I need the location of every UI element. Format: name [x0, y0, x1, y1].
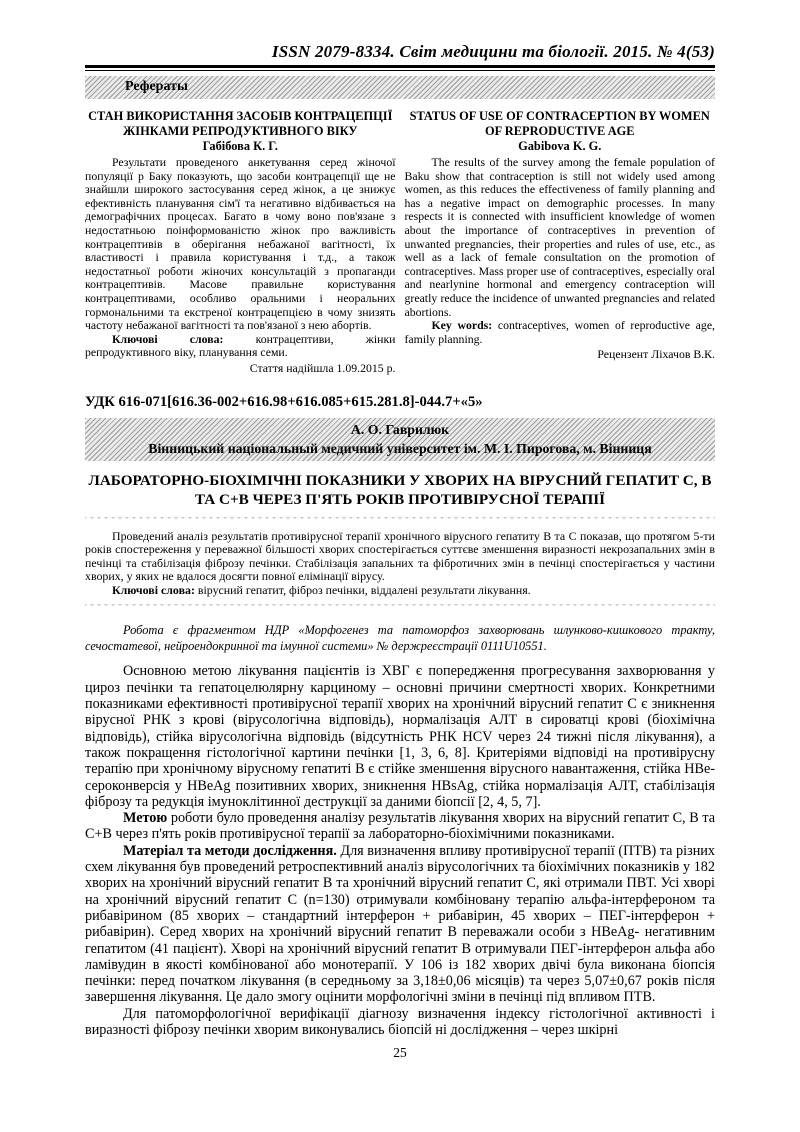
ndr-fragment-note: Робота є фрагментом НДР «Морфогенез та патоморфоз захворювань шлунково-кишкового тракту, сечостатевої, нейроендокринної та імунної системи» № держреєстрації 0111U10551. — [85, 623, 715, 654]
abstract-keywords-en — [405, 319, 716, 346]
article-affiliation: Вінницький національный медичний університет ім. М. І. Пирогова, м. Вінниця — [148, 440, 652, 456]
abstract-title-uk — [85, 109, 396, 139]
abstract-title-en-line2: OF REPRODUCTIVE AGE — [484, 124, 635, 138]
abstract-title-en-line1: STATUS OF USE OF CONTRACEPTION BY WOMEN — [409, 109, 710, 123]
abstract-column-english — [405, 109, 716, 376]
abstract-author-uk: Габібова К. Г. — [202, 139, 278, 153]
keywords-label-en: Key words: — [431, 318, 493, 333]
body-paragraph — [85, 1006, 715, 1039]
body-paragraph — [85, 810, 715, 843]
abstract-title-uk-line1: СТАН ВИКОРИСТАННЯ ЗАСОБІВ КОНТРАЦЕПЦІЇ — [88, 109, 393, 123]
abstract-title-en — [405, 109, 716, 139]
keywords-label-uk: Ключові слова: — [112, 331, 224, 346]
page-number: 25 — [393, 1045, 407, 1061]
journal-issn-header: ISSN 2079-8334. Світ медицини та біології. 2015. № 4(53) — [271, 42, 715, 61]
abstract-body-uk: Результати проведеного анкетування серед жіночої популяції р Баку показують, що засоби контрацепції ще не знайшли широкого застосування серед жінок, а це знижує ефективність планування сім'ї та негативно відбивається на демографічних процесах. Багато в чому воно пов'язане з недостатньою поінформованістю жінок про важливість контрацептивів в оберігання небажаної вагітності, їх властивості і правила користування і т.д., а також недостатньої роботи жіночих консультацій з пропаганди контрацептивів. Масове правильне користування контрацептивами, особливо оральними і неоральних гормональними та екстреної контрацепцією в чому знизять частоту небажаної вагітності та пов'язаної з нею абортів. — [85, 155, 396, 333]
paragraph-text: Основною метою лікування пацієнтів із ХВГ є попередження прогресування захворювання у цироз печінки та гепатоцелюлярну карциному – основні причини смертності хворих. Конкретними показниками ефективності противірусної терапії хворих на хронічний вірусний гепатит С є зникнення вірусної РНК з крові (вірусологічна відповідь), нормалізація АЛТ в сироватці крові (біохімічна відповідь), стійка вірусологічна відповідь (відсутність РНК HCV через 24 тижні після лікування), а також покращення гістологічної картини печінки [1, 3, 6, 8]. Критеріями відповіді на противірусну терапію при хронічному вірусному гепатиті В є стійке зменшення вірусного навантаження, стійка НВе-сероконверсія у HBeAg позитивних хворих, зникнення HBsAg, стійка нормалізація АЛТ, стабілізація фіброзу та редукція імуноклітинної деструкції за даними біопсії [2, 4, 5, 7]. — [85, 663, 715, 810]
paragraph-text: Для патоморфологічної верифікації діагнозу визначення індексу гістологічної активності і виразності фіброзу печінки хворим виконувались біопсій ні дослідження – через шкірні — [85, 1005, 715, 1038]
udk-code: УДК 616-071[616.36-002+616.98+616.085+615.281.8]-044.7+«5» — [85, 393, 483, 410]
paragraph-text: роботи було проведення аналізу результатів лікування хворих на вірусний гепатит С, В та С+В через п'ять років противірусної терапії за лабораторно-біохімічними показниками. — [85, 810, 715, 843]
zigzag-divider-bottom — [85, 604, 715, 609]
article-keywords-text: вірусний гепатит, фіброз печінки, віддалені результати лікування. — [194, 582, 531, 597]
zigzag-divider-top — [85, 517, 715, 522]
article-abstract: Проведений аналіз результатів противірусної терапії хронічного вірусного гепатиту В та С показав, що протягом 5-ти років спостереження у переважної більшості хворих спостерігається суттєве зменшення виразності некрозапальних змін в печінці та стабілізація фіброзу печінки. Стабілізація запальних та фібротичних змін в печінці спостерігається у частини хворих, у яких не вдалося досягти повної елімінації вірусу. — [85, 528, 715, 584]
article-received-date: Стаття надійшла 1.09.2015 р. — [249, 360, 396, 375]
abstracts-two-column-block — [85, 109, 715, 376]
article-author-band — [85, 418, 715, 461]
article-reviewer: Рецензент Ліхачов В.К. — [597, 347, 715, 362]
abstract-body-en: The results of the survey among the female population of Baku show that contraception is still not widely used among women, as this reduces the effectiveness of family planning and has a negative impact on demographic processes. In many respects it is connected with insufficient knowledge of women about the importance of contraceptives in prevention of unwanted pregnancies, their properties and rules of use, etc., as well as a lack of female consultation on the promotion of contraceptives. Mass proper use of contraceptives, especially oral and nearlynine hormonal and emergency contraception will greatly reduce the incidence of unwanted pregnancies and related abortions. — [404, 155, 715, 319]
abstract-column-ukrainian — [85, 109, 396, 376]
body-paragraph — [85, 663, 715, 810]
paragraph-lead: Метою — [123, 810, 168, 827]
abstract-title-uk-line2: ЖІНКАМИ РЕПРОДУКТИВНОГО ВІКУ — [123, 124, 358, 138]
article-body — [85, 663, 715, 1038]
keywords-text-uk: контрацептиви, жінки репродуктивного віку, планування семи. — [85, 331, 396, 360]
article-keywords-label: Ключові слова: — [112, 582, 195, 597]
keywords-text-en: contraceptives, women of reproductive age, family planning. — [404, 318, 716, 346]
paragraph-text: Для визначення впливу противірусної терапії (ПТВ) та різних схем лікування був проведений ретроспективний аналіз вірусологічних та біохімічних показників у 182 хворих на хронічний вірусний гепатит В та хронічний вірусний гепатит С, які отримали ПВТ. Усі хворі на хронічний вірусний гепатит С (n=130) отримували комбіновану терапію альфа-інтерфероном та рибавірином (85 хворих – стандартний інтерферон + рибавірин, 45 хворих – ПЕГ-інтерферон + рибавірин). Серед хворих на хронічний вірусний гепатит В переважали особи з HBeAg- негативним гепатитом (41 пацієнт). Хворі на хронічний вірусний гепатит В отримували ПЕГ-інтерферон альфа або ламівудин в якості комбінованої або монотерапії. У 106 із 182 хворих двічі була виконана біопсія печінки: перед початком лікування (в середньому за 3,18±0,06 місяців) та через 5,07±0,67 років після завершення лікування. Це дало змогу оцінити морфологічні зміни в печінці під впливом ПТВ. — [85, 842, 715, 1006]
section-band-label: Рефераты — [125, 79, 188, 94]
header-divider — [85, 65, 715, 71]
body-paragraph — [85, 843, 715, 1006]
abstract-keywords-uk — [85, 333, 396, 360]
section-band-referats — [85, 76, 715, 99]
abstract-author-en: Gabibova K. G. — [518, 139, 602, 153]
article-keywords — [85, 584, 715, 598]
article-author: А. О. Гаврилюк — [350, 421, 450, 437]
paragraph-lead: Матеріал та методи дослідження. — [123, 842, 337, 859]
article-title: ЛАБОРАТОРНО-БІОХІМІЧНІ ПОКАЗНИКИ У ХВОРИХ НА ВІРУСНИЙ ГЕПАТИТ С, В ТА С+В ЧЕРЕЗ П'ЯТЬ РОКІВ ПРОТИВІРУСНОЇ ТЕРАПІЇ — [88, 471, 712, 508]
